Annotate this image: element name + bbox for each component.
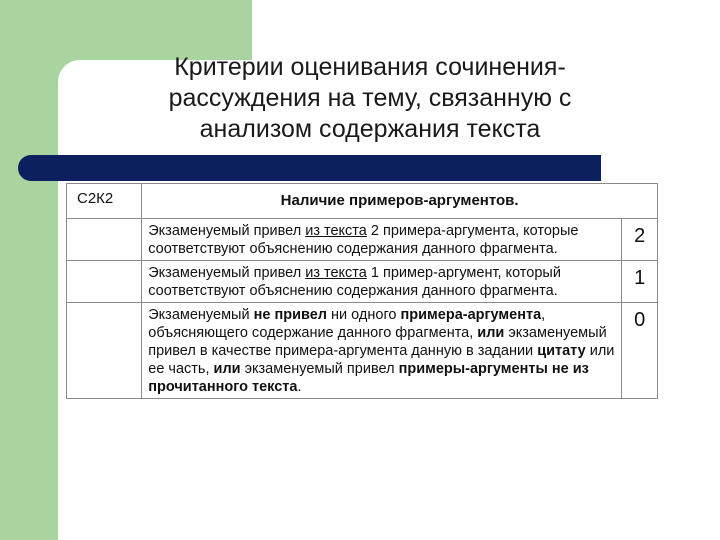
table-row (67, 261, 658, 303)
criterion-description: Экзаменуемый привел из текста 2 примера-аргумента, которые соответствуют объяснению содержания данного фрагмента. (142, 219, 622, 261)
table-row (67, 303, 658, 399)
decorative-navy-bar (18, 155, 601, 181)
table-header-row (67, 184, 658, 219)
score: 1 (622, 261, 658, 303)
score: 2 (622, 219, 658, 261)
criteria-table (66, 183, 658, 399)
criterion-description: Экзаменуемый не привел ни одного примера-аргумента, объясняющего содержание данного фрагмента, или экзаменуемый привел в качестве примера-аргумента данную в задании цитату или ее часть, или экзаменуемый привел примеры-аргументы не из прочитанного текста. (142, 303, 622, 399)
table-row (67, 219, 658, 261)
score: 0 (622, 303, 658, 399)
slide-title: Критерии оценивания сочинения- рассуждения на тему, связанную с анализом содержания текста (168, 53, 572, 143)
criterion-heading: Наличие примеров-аргументов. (142, 184, 658, 219)
criterion-description: Экзаменуемый привел из текста 1 пример-аргумент, который соответствуют объяснению содержания данного фрагмента. (142, 261, 622, 303)
empty-cell (67, 219, 142, 261)
criterion-code: С2К2 (67, 184, 142, 219)
empty-cell (67, 303, 142, 399)
empty-cell (67, 261, 142, 303)
